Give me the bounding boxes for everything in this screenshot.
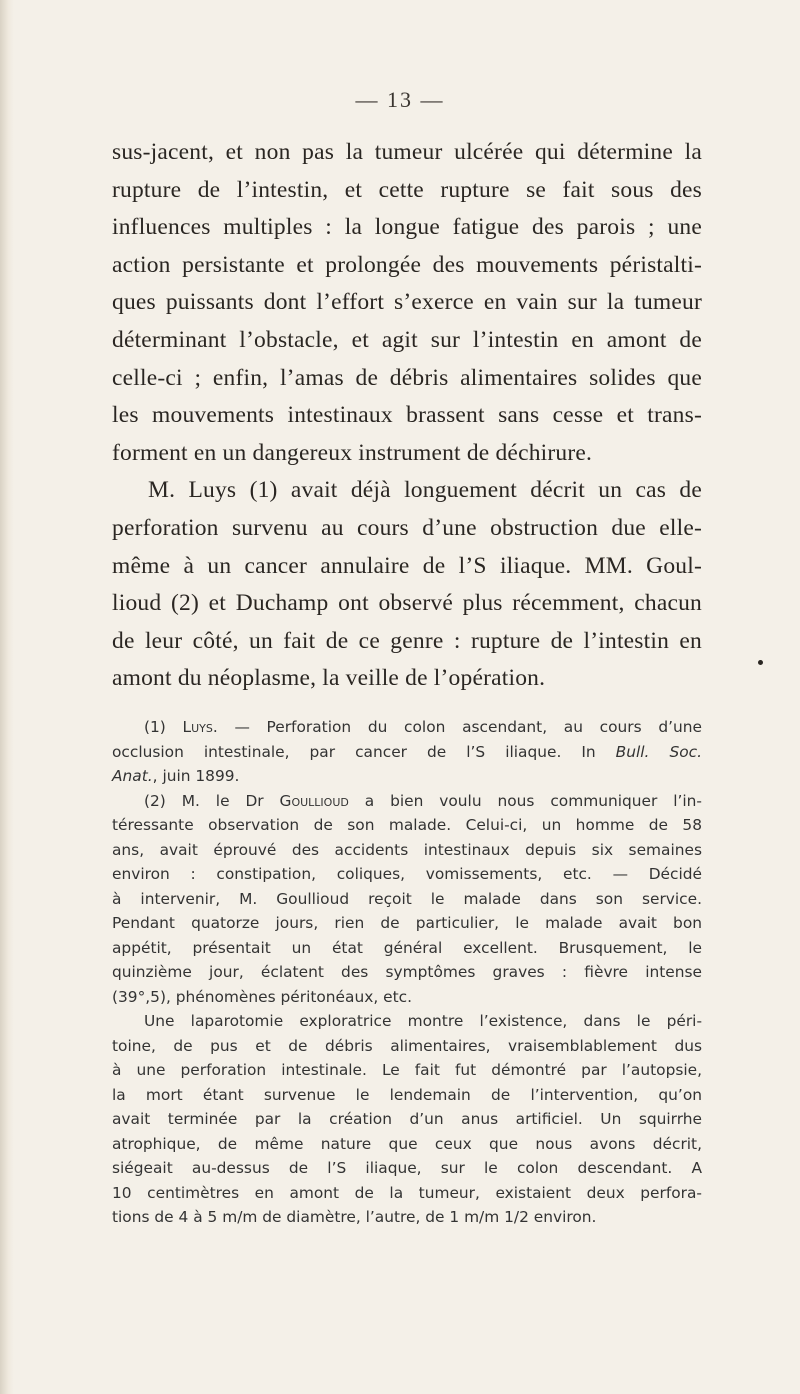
- body-line: ques puissants dont l’effort s’exerce en vain sur la tumeur: [112, 289, 702, 316]
- body-line: lioud (2) et Duchamp ont observé plus récemment, chacun: [112, 590, 702, 617]
- main-body-text: [112, 134, 702, 698]
- footnote-2-line: Pendant quatorze jours, rien de particulier, le malade avait bon: [112, 914, 702, 932]
- footnote-1-marker: (1): [144, 718, 166, 736]
- footnote-2-text: a bien voulu nous communiquer l’in-: [364, 791, 702, 810]
- footnote-1-line: [112, 715, 702, 740]
- body-line: les mouvements intestinaux brassent sans cesse et trans-: [112, 402, 702, 429]
- footnote-1-journal-abbrev: Anat.: [112, 767, 153, 785]
- body-line: sus-jacent, et non pas la tumeur ulcérée qui détermine la: [112, 139, 702, 165]
- footnote-2-line: toine, de pus et de débris alimentaires, vraisemblablement dus: [112, 1036, 702, 1055]
- body-line: perforation survenu au cours d’une obstruction due elle-: [112, 514, 702, 541]
- footnote-1-text: — Perforation du colon ascendant, au cours d’une: [217, 718, 702, 736]
- footnote-2-line: la mort étant survenue le lendemain de l’intervention, qu’on: [112, 1085, 702, 1104]
- footnote-1-text: occlusion intestinale, par cancer de l’S iliaque. In: [112, 742, 596, 761]
- footnote-1-journal: Bull. Soc.: [615, 742, 702, 761]
- page-number: — 13 —: [355, 87, 445, 112]
- body-line: forment en un dangereux instrument de déchirure.: [112, 439, 593, 466]
- footnote-2-line: [112, 789, 702, 814]
- footnote-2-line: ans, avait éprouvé des accidents intestinaux depuis six semaines: [112, 840, 702, 859]
- ink-speck: [758, 660, 763, 665]
- body-line: de leur côté, un fait de ce genre : rupture de l’intestin en: [112, 627, 702, 654]
- footnotes: [112, 715, 702, 1230]
- footnote-2-line: (39°,5), phénomènes péritonéaux, etc.: [112, 987, 412, 1006]
- footnote-2-line: 10 centimètres en amont de la tumeur, existaient deux perfora-: [112, 1183, 702, 1202]
- footnote-2-line: à intervenir, M. Goullioud reçoit le malade dans son service.: [112, 889, 702, 908]
- body-line: même à un cancer annulaire de l’S iliaque. MM. Goul-: [112, 552, 702, 579]
- footnote-2-line: siégeait au-dessus de l’S iliaque, sur le colon descendant. A: [112, 1159, 702, 1177]
- footnote-2-line: à une perforation intestinale. Le fait fut démontré par l’autopsie,: [112, 1061, 702, 1079]
- footnote-2-line: tions de 4 à 5 m/m de diamètre, l’autre, de 1 m/m 1/2 environ.: [112, 1208, 597, 1226]
- body-line: action persistante et prolongée des mouvements péristalti-: [112, 251, 702, 278]
- body-line: amont du néoplasme, la veille de l’opération.: [112, 665, 546, 692]
- footnote-2-line: avait terminée par la création d’un anus artificiel. Un squirrhe: [112, 1110, 702, 1128]
- footnote-2-line: environ : constipation, coliques, vomissements, etc. — Décidé: [112, 865, 702, 883]
- body-line: celle-ci ; enfin, l’amas de débris alimentaires solides que: [112, 364, 702, 391]
- page-edge-shadow: [0, 0, 14, 1394]
- footnote-2-line: atrophique, de même nature que ceux que nous avons décrit,: [112, 1134, 702, 1153]
- footnote-2-line: quinzième jour, éclatent des symptômes graves : fièvre intense: [112, 963, 702, 981]
- footnote-2-author: Goullioud: [279, 791, 349, 810]
- footnote-1-author: Luys.: [182, 718, 218, 736]
- body-line: déterminant l’obstacle, et agit sur l’intestin en amont de: [112, 326, 702, 353]
- body-line: M. Luys (1) avait déjà longuement décrit un cas de: [148, 477, 702, 504]
- footnote-2-line: appétit, présentait un état général excellent. Brusquement, le: [112, 938, 702, 957]
- footnote-1-line: [112, 764, 702, 789]
- footnote-1-date: , juin 1899.: [152, 767, 240, 785]
- footnote-2-line: téressante observation de son malade. Celui-ci, un homme de 58: [112, 816, 702, 834]
- body-line: influences multiples : la longue fatigue des parois ; une: [112, 214, 702, 241]
- footnote-1-line: [112, 740, 702, 765]
- footnote-2-line: Une laparotomie exploratrice montre l’existence, dans le péri-: [144, 1012, 702, 1030]
- footnote-2-prefix: M. le Dr: [181, 791, 264, 810]
- footnote-2-marker: (2): [144, 791, 166, 810]
- body-line: rupture de l’intestin, et cette rupture se fait sous des: [112, 176, 702, 203]
